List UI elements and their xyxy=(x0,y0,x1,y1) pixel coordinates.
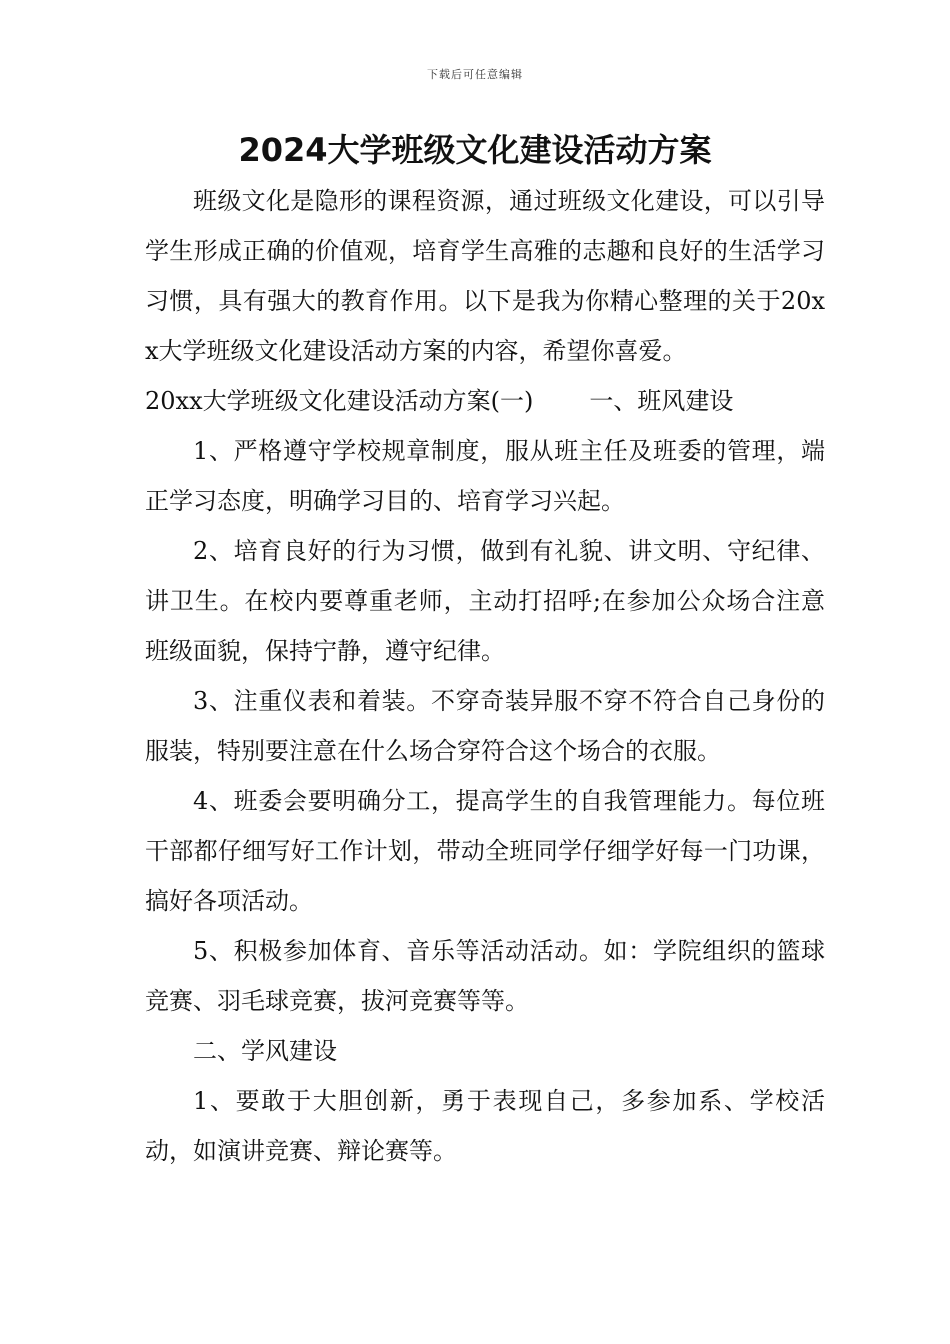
document-body xyxy=(145,176,825,1176)
section2-item-1: 1、要敢于大胆创新，勇于表现自己，多参加系、学校活动，如演讲竞赛、辩论赛等。 xyxy=(145,1087,825,1165)
section1-item-1: 1、严格遵守学校规章制度，服从班主任及班委的管理，端正学习态度，明确学习目的、培育学习兴起。 xyxy=(145,437,825,515)
intro-paragraph: 班级文化是隐形的课程资源，通过班级文化建设，可以引导学生形成正确的价值观，培育学生高雅的志趣和良好的生活学习习惯，具有强大的教育作用。以下是我为你精心整理的关于20xx大学班级文化建设活动方案的内容，希望你喜爱。 xyxy=(145,187,825,365)
section1-heading: 一、班风建设 xyxy=(589,387,734,415)
section1-item-3: 3、注重仪表和着装。不穿奇装异服不穿不符合自己身份的服装，特别要注意在什么场合穿符合这个场合的衣服。 xyxy=(145,687,825,765)
plan-heading: 20xx大学班级文化建设活动方案(一) xyxy=(145,387,534,415)
section1-item-4: 4、班委会要明确分工，提高学生的自我管理能力。每位班干部都仔细写好工作计划，带动全班同学仔细学好每一门功课，搞好各项活动。 xyxy=(145,787,825,915)
document-title: 2024大学班级文化建设活动方案 xyxy=(238,131,712,169)
section1-item-5: 5、积极参加体育、音乐等活动活动。如：学院组织的篮球竞赛、羽毛球竞赛，拔河竞赛等等。 xyxy=(145,937,825,1015)
header-note: 下载后可任意编辑 xyxy=(427,68,523,81)
plan-heading-line xyxy=(145,376,825,426)
section2-heading: 二、学风建设 xyxy=(193,1037,337,1065)
section1-item-2: 2、培育良好的行为习惯，做到有礼貌、讲文明、守纪律、讲卫生。在校内要尊重老师，主动打招呼;在参加公众场合注意班级面貌，保持宁静，遵守纪律。 xyxy=(145,537,825,665)
